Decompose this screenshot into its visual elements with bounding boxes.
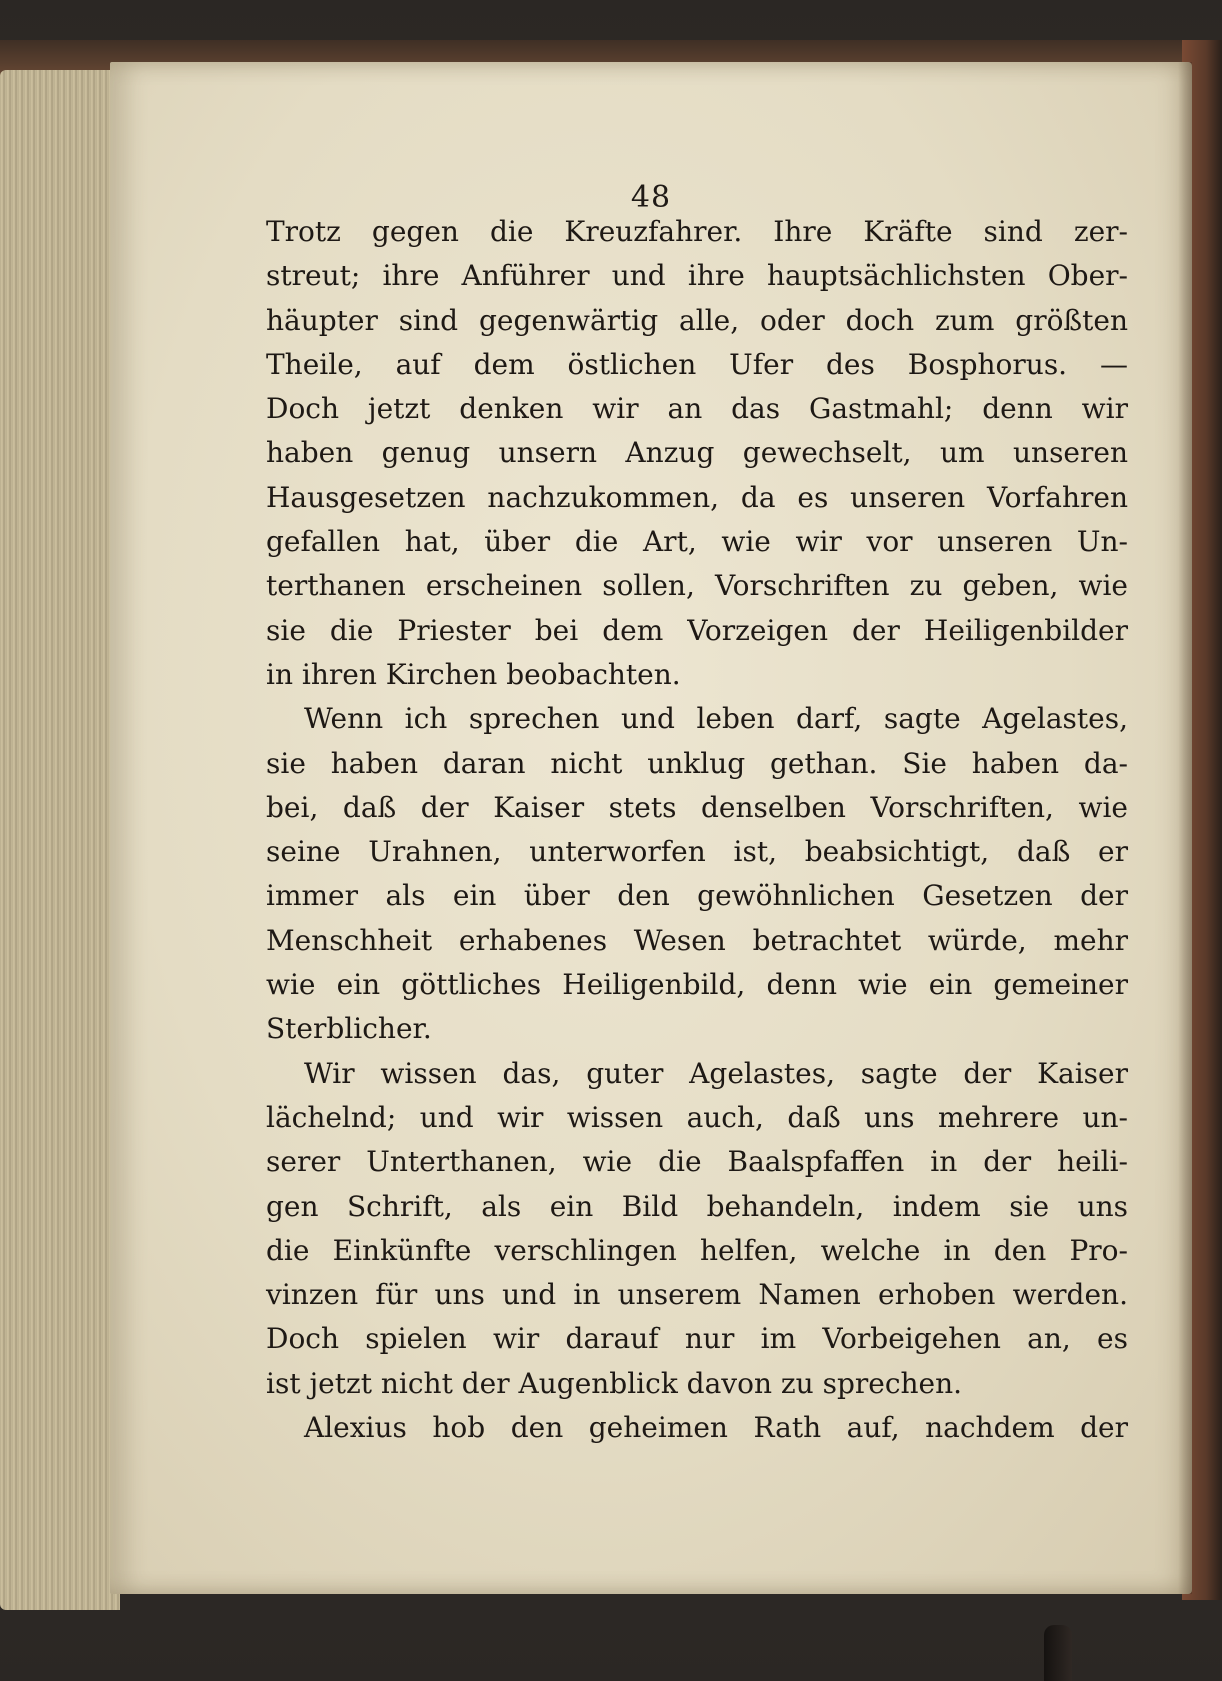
- text-line: lächelnd; und wir wissen auch, daß uns mehrere un-: [266, 1100, 1128, 1134]
- page-stack-edge: [0, 70, 120, 1610]
- text-line: Sterblicher.: [266, 1012, 432, 1046]
- text-line: wie ein göttliches Heiligenbild, denn wie ein gemeiner: [266, 968, 1128, 1002]
- book-page: [110, 62, 1192, 1594]
- text-line: seine Urahnen, unterworfen ist, beabsichtigt, daß er: [266, 835, 1128, 869]
- text-line: ist jetzt nicht der Augenblick davon zu sprechen.: [266, 1366, 963, 1400]
- page-number: 48: [630, 180, 672, 215]
- text-line: in ihren Kirchen beobachten.: [266, 657, 681, 691]
- text-line: terthanen erscheinen sollen, Vorschriften zu geben, wie: [266, 569, 1128, 603]
- bookmark-ribbon: [1044, 1625, 1072, 1681]
- text-line: Hausgesetzen nachzukommen, da es unseren Vorfahren: [266, 480, 1128, 514]
- text-line: Wenn ich sprechen und leben darf, sagte Agelastes,: [304, 702, 1128, 736]
- page-gutter-shadow: [1178, 62, 1192, 1594]
- text-line: die Einkünfte verschlingen helfen, welche in den Pro-: [266, 1233, 1128, 1267]
- text-line: haben genug unsern Anzug gewechselt, um unseren: [266, 436, 1128, 470]
- text-line: häupter sind gegenwärtig alle, oder doch zum größten: [266, 303, 1128, 337]
- text-line: gefallen hat, über die Art, wie wir vor unseren Un-: [266, 525, 1128, 559]
- page-text-block: [266, 210, 1128, 1450]
- text-line: Wir wissen das, guter Agelastes, sagte der Kaiser: [304, 1056, 1128, 1090]
- text-line: bei, daß der Kaiser stets denselben Vorschriften, wie: [266, 790, 1128, 824]
- text-line: Doch spielen wir darauf nur im Vorbeigehen an, es: [266, 1322, 1128, 1356]
- text-line: Menschheit erhabenes Wesen betrachtet würde, mehr: [266, 923, 1128, 957]
- text-line: Theile, auf dem östlichen Ufer des Bosphorus. —: [266, 347, 1128, 381]
- text-line: vinzen für uns und in unserem Namen erhoben werden.: [266, 1278, 1128, 1312]
- text-line: sie haben daran nicht unklug gethan. Sie haben da-: [266, 746, 1128, 780]
- text-line: Alexius hob den geheimen Rath auf, nachdem der: [304, 1411, 1128, 1445]
- text-line: streut; ihre Anführer und ihre hauptsächlichsten Ober-: [266, 259, 1128, 293]
- text-line: sie die Priester bei dem Vorzeigen der Heiligenbilder: [266, 613, 1128, 647]
- text-line: immer als ein über den gewöhnlichen Gesetzen der: [266, 879, 1128, 913]
- text-line: gen Schrift, als ein Bild behandeln, indem sie uns: [266, 1189, 1128, 1223]
- text-line: Doch jetzt denken wir an das Gastmahl; denn wir: [266, 392, 1128, 426]
- text-line: serer Unterthanen, wie die Baalspfaffen in der heili-: [266, 1145, 1128, 1179]
- text-line: Trotz gegen die Kreuzfahrer. Ihre Kräfte sind zer-: [266, 215, 1128, 248]
